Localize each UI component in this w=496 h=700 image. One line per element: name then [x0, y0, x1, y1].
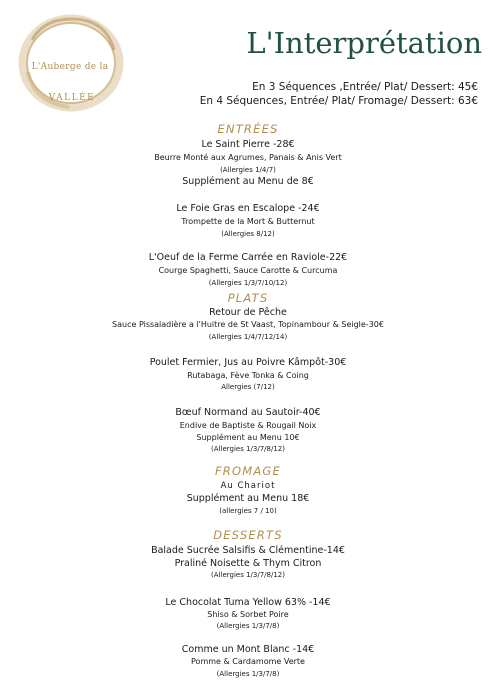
dish-allergies: (Allergies 8/12): [221, 230, 275, 238]
dish-description: Praliné Noisette & Thym Citron: [174, 558, 322, 569]
dish-description: Beurre Monté aux Agrumes, Panais & Anis Vert: [154, 153, 342, 162]
dish-allergies: (Allergies 1/3/7/8/12): [211, 445, 285, 453]
section-heading-plats: PLATS: [227, 291, 269, 305]
section-heading-fromage: FROMAGE: [214, 464, 282, 478]
dish-description: Rutabaga, Fève Tonka & Coing: [187, 371, 309, 380]
dish-name: Le Chocolat Tuma Yellow 63% -14€: [165, 597, 331, 608]
dish-description: Courge Spaghetti, Sauce Carotte & Curcuma: [158, 266, 338, 275]
section-heading-entrees: ENTRÉES: [217, 122, 279, 136]
dish-name: Comme un Mont Blanc -14€: [181, 644, 315, 655]
dish-name: L'Oeuf de la Ferme Carrée en Raviole-22€: [148, 252, 348, 263]
logo-line-1: L'Auberge de la: [31, 62, 109, 72]
section-heading-desserts: DESSERTS: [213, 528, 283, 542]
dish-allergies: (allergies 7 / 10): [219, 507, 277, 515]
menu-title: L'Interprétation: [246, 26, 482, 60]
dish-name: Au Chariot: [220, 481, 276, 491]
dish-name: Retour de Pêche: [209, 307, 287, 318]
dish-supplement: Supplément au Menu de 8€: [182, 176, 314, 187]
dish-description: Pomme & Cardamome Verte: [191, 657, 305, 666]
dish-allergies: Allergies (7/12): [221, 383, 275, 391]
dish-description: Sauce Pissaladière a l'Huitre de St Vaast, Topinambour & Seigle-30€: [112, 320, 384, 329]
dish-name: Le Saint Pierre -28€: [201, 139, 295, 150]
dish-allergies: (Allergies 1/3/7/8): [216, 622, 280, 630]
dish-description: Endive de Baptiste & Rougail Noix: [179, 421, 317, 430]
dish-description: Trompette de la Mort & Butternut: [181, 217, 315, 226]
formula-4-sequences: En 4 Séquences, Entrée/ Plat/ Fromage/ Dessert: 63€: [199, 95, 478, 107]
dish-supplement: Supplément au Menu 18€: [186, 493, 310, 504]
dish-name: Bœuf Normand au Sautoir-40€: [175, 407, 321, 418]
restaurant-logo: [14, 10, 128, 114]
logo-line-2: VALLÉE: [48, 93, 96, 103]
dish-allergies: (Allergies 1/3/7/10/12): [208, 279, 288, 287]
dish-allergies: (Allergies 1/4/7/12/14): [208, 333, 288, 341]
dish-description: Shiso & Sorbet Poire: [207, 610, 289, 619]
formula-3-sequences: En 3 Séquences ,Entrée/ Plat/ Dessert: 45€: [252, 81, 478, 93]
dish-allergies: (Allergies 1/3/7/8): [216, 670, 280, 678]
dish-name: Balade Sucrée Salsifis & Clémentine-14€: [151, 545, 345, 556]
dish-allergies: (Allergies 1/4/7): [220, 166, 276, 174]
dish-name: Le Foie Gras en Escalope -24€: [176, 203, 320, 214]
dish-supplement: Supplément au Menu 10€: [196, 433, 300, 442]
dish-allergies: (Allergies 1/3/7/8/12): [211, 571, 285, 579]
dish-name: Poulet Fermier, Jus au Poivre Kâmpôt-30€: [149, 357, 347, 368]
